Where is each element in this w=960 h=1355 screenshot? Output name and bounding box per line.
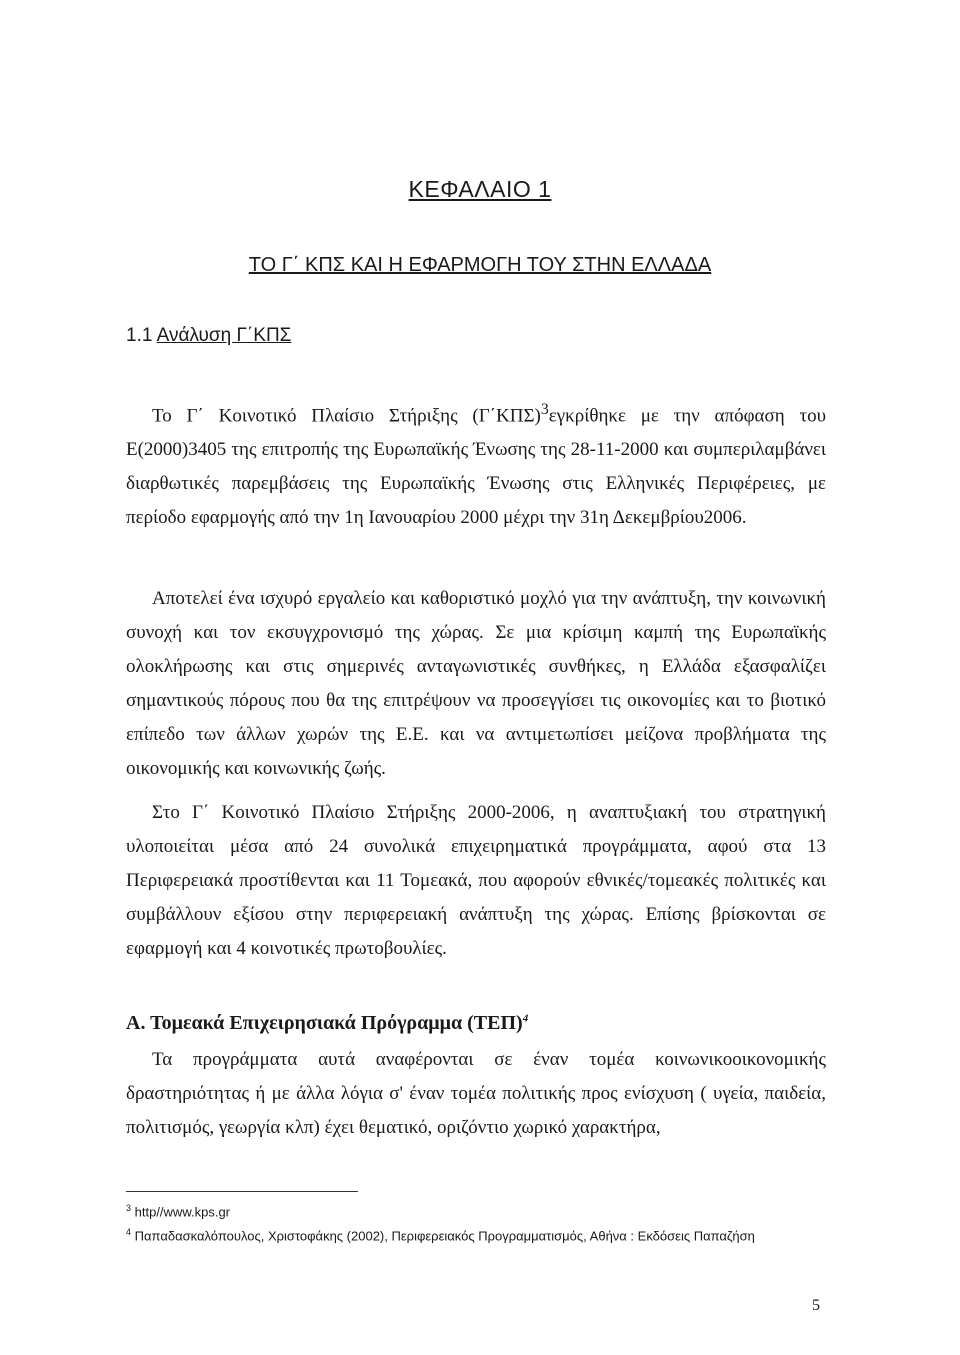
paragraph-1-start: Το Γ΄ Κοινοτικό Πλαίσιο Στήριξης (Γ΄ΚΠΣ) bbox=[152, 405, 541, 427]
footnote-ref-3: 3 bbox=[540, 401, 549, 418]
paragraph-4-text: Τα προγράμματα αυτά αναφέρονται σε έναν τομέα κοινωνικοοικονομικής δραστηριότητας ή με άλλα λόγια σ' έναν τομέα πολιτικής προς ενίσχυση ( υγεία, παιδεία, πολιτισμός, γεωργία κλπ) έχει θεματικό, οριζόντιο χωρικό χαρακτήρα, bbox=[126, 1049, 826, 1138]
subsection-heading-a bbox=[126, 1012, 528, 1035]
subsection-heading-text: Α. Τομεακά Επιχειρησιακά Πρόγραμμα (ΤΕΠ) bbox=[126, 1012, 523, 1034]
paragraph-1-rest: εγκρίθηκε με την απόφαση του Ε(2000)3405 της επιτροπής της Ευρωπαϊκής Ένωσης της 28-11-2000 και συμπεριλαμβάνει διαρθωτικές παρεμβάσεις της Ευρωπαϊκής Ένωσης στις Ελληνικές Περιφέρειες, με περίοδο εφαρμογής από την 1η Ιανουαρίου 2000 μέχρι την 31η Δεκεμβρίου2006. bbox=[126, 405, 826, 529]
footnotes bbox=[126, 1198, 826, 1247]
page-number: 5 bbox=[812, 1297, 820, 1314]
paragraph-2-text: Αποτελεί ένα ισχυρό εργαλείο και καθοριστικό μοχλό για την ανάπτυξη, την κοινωνική συνοχή και τον εκσυγχρονισμό της χώρας. Σε μια κρίσιμη καμπή της Ευρωπαϊκής ολοκλήρωσης και στις σημερινές ανταγωνιστικές συνθήκες, η Ελλάδα εξασφαλίζει σημαντικούς πόρους που θα της επιτρέψουν να προσεγγίσει τις οικονομίες και το βιοτικό επίπεδο των άλλων χωρών της Ε.Ε. και να αντιμετωπίσει μείζονα προβλήματα της οικονομικής και κοινωνικής ζωής. bbox=[126, 588, 826, 779]
section-heading bbox=[126, 325, 291, 347]
paragraph-2 bbox=[126, 582, 826, 786]
section-number: 1.1 bbox=[126, 325, 153, 346]
footnote-ref-4: 4 bbox=[522, 1012, 529, 1025]
paragraph-3 bbox=[126, 796, 826, 966]
footnote-4 bbox=[126, 1222, 826, 1246]
chapter-subtitle: ΤΟ Γ΄ ΚΠΣ ΚΑΙ Η ΕΦΑΡΜΟΓΗ ΤΟΥ ΣΤΗΝ ΕΛΛΑΔΑ bbox=[248, 254, 712, 276]
footnote-text: Παπαδασκαλόπουλος, Χριστοφάκης (2002), Περιφερειακός Προγραμματισμός, Αθήνα : Εκδόσεις Παπαζήση bbox=[134, 1228, 755, 1244]
footnote-number: 3 bbox=[126, 1203, 132, 1213]
section-title: Ανάλυση Γ΄ΚΠΣ bbox=[156, 325, 292, 346]
paragraph-1 bbox=[126, 393, 826, 535]
footnote-number: 4 bbox=[126, 1227, 132, 1238]
footnote-3 bbox=[126, 1198, 826, 1222]
paragraph-4 bbox=[126, 1043, 826, 1145]
footnote-link[interactable]: http//www.kps.gr bbox=[134, 1204, 231, 1220]
paragraph-3-text: Στο Γ΄ Κοινοτικό Πλαίσιο Στήριξης 2000-2006, η αναπτυξιακή του στρατηγική υλοποιείται μέσα από 24 συνολικά επιχειρηματικά προγράμματα, αφού στα 13 Περιφερειακά προστίθενται και 11 Τομεακά, που αφορούν εθνικές/τομεακές πολιτικές και συμβάλλουν εξίσου στην περιφερειακή ανάπτυξη της χώρας. Επίσης βρίσκονται σε εφαρμογή και 4 κοινοτικές πρωτοβουλίες. bbox=[126, 802, 826, 959]
footnote-divider bbox=[126, 1191, 358, 1192]
chapter-title: ΚΕΦΑΛΑΙΟ 1 bbox=[408, 176, 552, 202]
